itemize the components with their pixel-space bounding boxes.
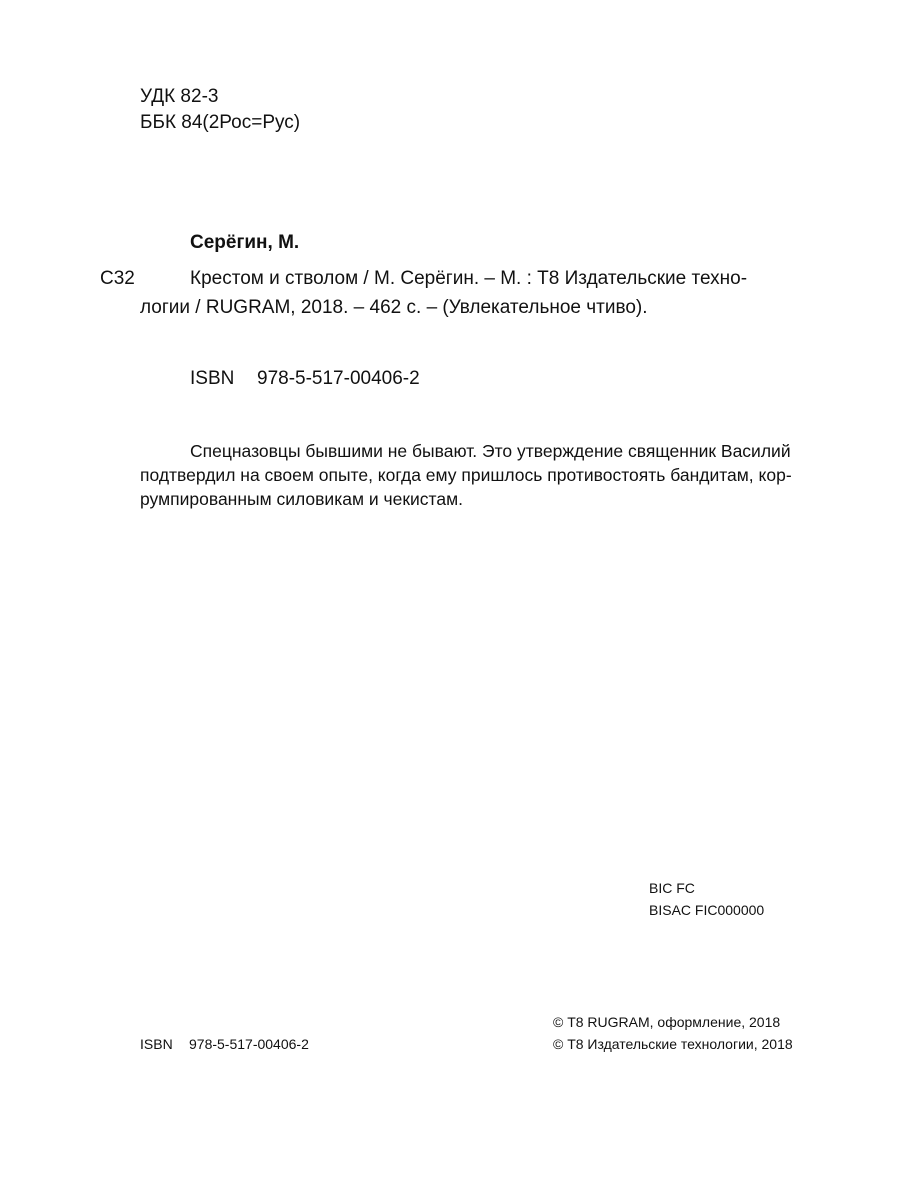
isbn-label: ISBN (190, 368, 235, 389)
footer-isbn-label: ISBN (140, 1036, 173, 1052)
annotation-line3: румпированным силовикам и чекистам. (140, 489, 463, 509)
isbn-number: 978-5-517-00406-2 (257, 368, 420, 389)
udk-code: УДК 82-3 (140, 86, 219, 107)
bibliographic-description-line2: логии / RUGRAM, 2018. – 462 с. – (Увлекательное чтиво). (140, 297, 648, 318)
copyright-line1: © Т8 RUGRAM, оформление, 2018 (553, 1014, 781, 1030)
bic-code: BIC FC (649, 880, 695, 896)
bibliographic-description-line1: Крестом и стволом / М. Серёгин. – М. : Т8 Издательские техно- (190, 268, 748, 289)
annotation-line1: Спецназовцы бывшими не бывают. Это утверждение священник Василий (190, 441, 791, 461)
bisac-code: BISAC FIC000000 (649, 902, 765, 918)
annotation-line2: подтвердил на своем опыте, когда ему пришлось противостоять бандитам, кор- (140, 465, 792, 485)
copyright-line2: © Т8 Издательские технологии, 2018 (553, 1036, 793, 1052)
footer-isbn-number: 978-5-517-00406-2 (189, 1036, 309, 1052)
author-heading: Серёгин, М. (190, 232, 300, 253)
bbk-code: ББК 84(2Рос=Рус) (140, 112, 301, 133)
author-mark: С32 (100, 268, 135, 289)
